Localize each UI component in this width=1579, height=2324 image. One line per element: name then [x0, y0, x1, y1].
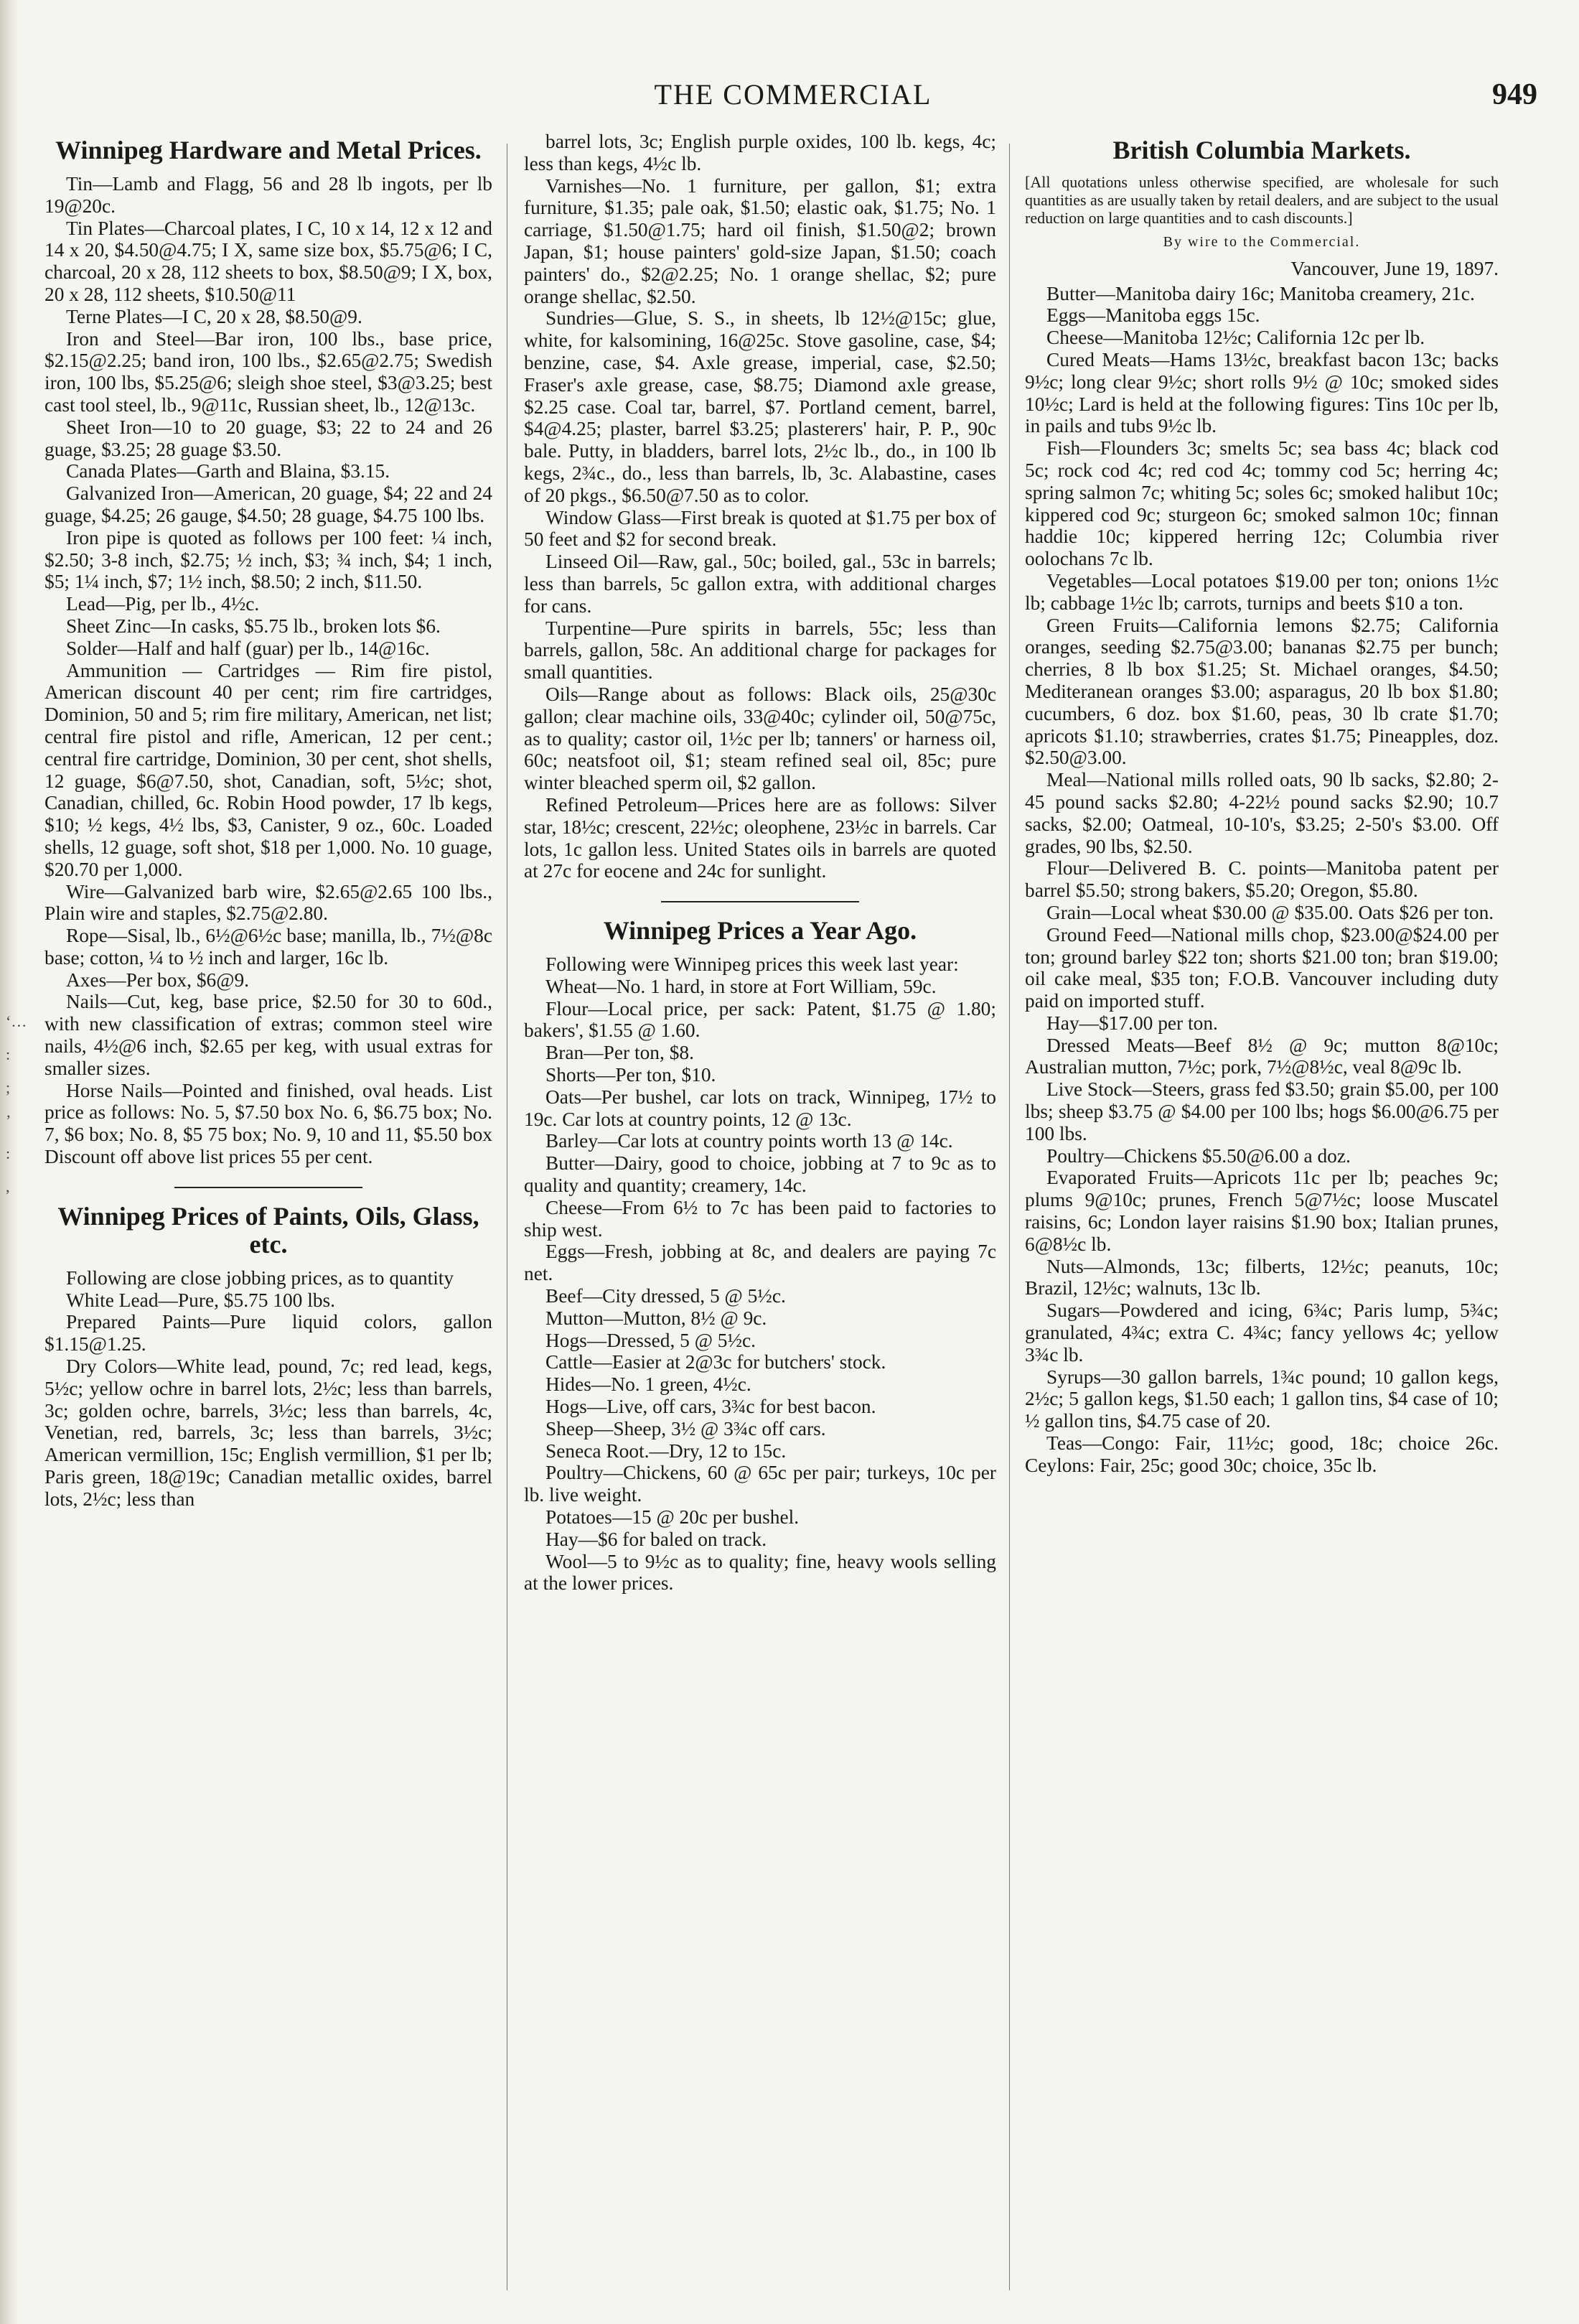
price-paragraph: Terne Plates—I C, 20 x 28, $8.50@9.: [66, 305, 362, 327]
price-paragraph: Sheet Zinc—In casks, $5.75 lb., broken lots $6.: [66, 615, 441, 637]
binding-margin-fragments: ‘… : ; ’ : ,: [6, 1012, 27, 1195]
price-paragraph: Sundries—Glue, S. S., in sheets, lb 12½@15c; glue, white, for kalsomining, 16@25c. Stove gasoline, case, $4; benzine, case, $4. Axle grease, imperial, case, $2.50; Fraser's axle grease, case, $8.75; Diamond axle grease, $2.25 case. Coal tar, barrel, $7. Portland cement, barrel, $4@4.25; plaster, barrel $3.25; plasterers' hair, P. P., 90c bale. Putty, in bladders, barrel lots, 2½c lb., do., in 100 lb kegs, 2¾c., do., less than barrels, lb, 3c. Alabastine, cases of 20 pkgs., $6.50@7.50 as to color.: [524, 307, 996, 506]
section-title-british-columbia: British Columbia Markets.: [1112, 136, 1411, 164]
price-paragraph: Butter—Manitoba dairy 16c; Manitoba creamery, 21c.: [1046, 282, 1475, 304]
page-number: 949: [1492, 78, 1537, 111]
price-paragraph: Oats—Per bushel, car lots on track, Winnipeg, 17½ to 19c. Car lots at country points, 12 @ 13c.: [524, 1086, 996, 1130]
price-paragraph: Flour—Local price, per sack: Patent, $1.75 @ 1.80; bakers', $1.55 @ 1.60.: [524, 997, 996, 1042]
section-separator: [661, 901, 859, 902]
paint-prices: [44, 1267, 492, 1511]
price-paragraph: Hay—$6 for baled on track.: [545, 1528, 767, 1550]
hardware-prices: [44, 173, 492, 1168]
price-paragraph: Turpentine—Pure spirits in barrels, 55c; less than barrels, gallon, 58c. An additional charge for packages for small quantities.: [524, 617, 996, 683]
price-paragraph: Hides—No. 1 green, 4½c.: [545, 1373, 751, 1396]
dateline: Vancouver, June 19, 1897.: [1290, 257, 1499, 279]
paint-prices-continued: [524, 131, 996, 882]
price-paragraph: Prepared Paints—Pure liquid colors, gallon $1.15@1.25.: [44, 1311, 492, 1355]
column-3: [1025, 131, 1499, 1477]
price-paragraph: Green Fruits—California lemons $2.75; California oranges, seeding $2.75@3.00; bananas $2.75 per bunch; cherries, 8 lb box $1.25; St. Michael oranges, $4.50; Mediteranean oranges $3.00; asparagus, 20 lb box $1.80; cucumbers, 6 doz. box $1.60, peas, 30 lb crate $1.70; apricots $1.10; strawberries, crates $1.75; Pineapples, doz. $2.50@3.00.: [1025, 614, 1499, 769]
price-paragraph: Linseed Oil—Raw, gal., 50c; boiled, gal., 53c in barrels; less than barrels, 5c gallon extra, with additional charges for cans.: [524, 551, 996, 617]
price-paragraph: Iron and Steel—Bar iron, 100 lbs., base price, $2.15@2.25; band iron, 100 lbs., $2.65@2.75; Swedish iron, 100 lbs, $5.25@6; sleigh shoe steel, $3@3.25; best cast tool steel, lb., 9@11c, Russian sheet, lb., 12@13c.: [44, 327, 492, 416]
year-ago-prices: [524, 953, 996, 1595]
price-paragraph: Butter—Dairy, good to choice, jobbing at 7 to 9c as to quality and quantity; creamery, 14c.: [524, 1152, 996, 1197]
price-paragraph: Sugars—Powdered and icing, 6¾c; Paris lump, 5¾c; granulated, 4¾c; extra C. 4¾c; fancy yellows 4c; yellow 3¾c lb.: [1025, 1299, 1499, 1366]
section-title-paints: Winnipeg Prices of Paints, Oils, Glass, etc.: [57, 1201, 479, 1259]
price-paragraph: Following are close jobbing prices, as to quantity: [66, 1266, 454, 1289]
price-paragraph: Fish—Flounders 3c; smelts 5c; sea bass 4c; black cod 5c; rock cod 4c; red cod 4c; tommy cod 5c; herring 4c; spring salmon 7c; whiting 5c; soles 6c; smoked halibut 10c; kippered cod 9c; sturgeon 6c; smoked salmon 10c; finnan haddie 10c; kippered herring 12c; Columbia river oolochans 7c lb.: [1025, 437, 1499, 570]
price-paragraph: Meal—National mills rolled oats, 90 lb sacks, $2.80; 2-45 pound sacks $2.80; 4-22½ pound sacks $2.90; 10.7 sacks, $2.00; Oatmeal, 10-10's, $3.25; 2-50's $3.00. Off grades, 90 lbs, $2.50.: [1025, 769, 1499, 857]
price-paragraph: Beef—City dressed, 5 @ 5½c.: [545, 1285, 786, 1307]
column-2: [524, 131, 996, 1595]
quotation-note: [All quotations unless otherwise specified, are wholesale for such quantities as are usually taken by retail dealers, and are subject to the usual reduction on large quantities and to cash discounts.]: [1025, 173, 1499, 227]
section-separator: [174, 1187, 362, 1188]
price-paragraph: Tin—Lamb and Flagg, 56 and 28 lb ingots, per lb 19@20c.: [44, 173, 492, 217]
price-paragraph: Nails—Cut, keg, base price, $2.50 for 30 to 60d., with new classification of extras; common steel wire nails, 4½@6 inch, $2.65 per keg, with usual extras for smaller sizes.: [44, 991, 492, 1079]
price-paragraph: Wool—5 to 9½c as to quality; fine, heavy wools selling at the lower prices.: [524, 1550, 996, 1595]
column-rule: [1009, 144, 1010, 2290]
price-paragraph: Wire—Galvanized barb wire, $2.65@2.65 100 lbs., Plain wire and staples, $2.75@2.80.: [44, 880, 492, 925]
price-paragraph: Potatoes—15 @ 20c per bushel.: [545, 1506, 800, 1529]
price-paragraph: Live Stock—Steers, grass fed $3.50; grain $5.00, per 100 lbs; sheep $3.75 @ $4.00 per 100 lbs; hogs $6.00@6.75 per 100 lbs.: [1025, 1078, 1499, 1144]
price-paragraph: Following were Winnipeg prices this week last year:: [545, 953, 959, 976]
price-paragraph: Seneca Root.—Dry, 12 to 15c.: [545, 1439, 787, 1462]
section-title-hardware: Winnipeg Hardware and Metal Prices.: [55, 136, 482, 164]
price-paragraph: Galvanized Iron—American, 20 guage, $4; 22 and 24 guage, $4.25; 26 gauge, $4.50; 28 guage, $4.75 100 lbs.: [44, 482, 492, 526]
price-paragraph: Iron pipe is quoted as follows per 100 feet: ¼ inch, $2.50; 3-8 inch, $2.75; ½ inch, $3; ¾ inch, $4; 1 inch, $5; 1¼ inch, $7; 1½ inch, $8.50; 2 inch, $11.50.: [44, 526, 492, 593]
price-paragraph: White Lead—Pure, $5.75 100 lbs.: [66, 1289, 336, 1311]
price-paragraph: Cheese—From 6½ to 7c has been paid to factories to ship west.: [524, 1196, 996, 1241]
price-paragraph: Poultry—Chickens $5.50@6.00 a doz.: [1046, 1144, 1351, 1167]
price-paragraph: Dry Colors—White lead, pound, 7c; red lead, kegs, 5½c; yellow ochre in barrel lots, 2½c; less than barrels, 3c; golden ochre, barrels, 3½c; less than barrels, 4c, Venetian, red, barrels, 3c; less than barrels, 3½c; American vermillion, 15c; English vermillion, $1 per lb; Paris green, 18@19c; Canadian metallic oxides, barrel lots, 2½c; less than: [44, 1355, 492, 1510]
price-paragraph: Horse Nails—Pointed and finished, oval heads. List price as follows: No. 5, $7.50 box No. 6, $6.75 box; No. 7, $6 box; No. 8, $5 75 box; No. 9, 10 and 11, $5.50 box Discount off above list prices 55 per cent.: [44, 1079, 492, 1168]
price-paragraph: Bran—Per ton, $8.: [545, 1042, 694, 1064]
price-paragraph: Mutton—Mutton, 8½ @ 9c.: [545, 1307, 767, 1329]
price-paragraph: Wheat—No. 1 hard, in store at Fort William, 59c.: [545, 975, 937, 997]
price-paragraph: Eggs—Manitoba eggs 15c.: [1046, 304, 1260, 327]
price-paragraph: Hogs—Live, off cars, 3¾c for best bacon.: [545, 1396, 876, 1418]
price-paragraph: Teas—Congo: Fair, 11½c; good, 18c; choice 26c. Ceylons: Fair, 25c; good 30c; choice, 35c lb.: [1025, 1432, 1499, 1476]
price-paragraph: Barley—Car lots at country points worth 13 @ 14c.: [545, 1130, 953, 1152]
price-paragraph: Shorts—Per ton, $10.: [545, 1064, 716, 1086]
price-paragraph: Oils—Range about as follows: Black oils, 25@30c gallon; clear machine oils, 33@40c; cylinder oil, 50@75c, as to quality; castor oil, 1½c per lb; tanners' or harness oil, 60c; neatsfoot oil, $1; steam refined seal oil, 85c; pure winter bleached sperm oil, $2 gallon.: [524, 683, 996, 794]
price-paragraph: Rope—Sisal, lb., 6½@6½c base; manilla, lb., 7½@8c base; cotton, ¼ to ½ inch and larger, 16c lb.: [44, 925, 492, 969]
price-paragraph: Evaporated Fruits—Apricots 11c per lb; peaches 9c; plums 9@10c; prunes, French 5@7½c; loose Muscatel raisins, 6c; London layer raisins $1.90 box; Italian prunes, 6@8½c lb.: [1025, 1167, 1499, 1255]
price-paragraph: Varnishes—No. 1 furniture, per gallon, $1; extra furniture, $1.35; pale oak, $1.50; elastic oak, $1.75; No. 1 carriage, $1.50@1.75; hard oil finish, $1.50@2; brown Japan, $1; house painters' gold-size Japan, $1.50; coach painters' do., $2@2.25; No. 1 orange shellac, $2; pure orange shellac, $2.50.: [524, 174, 996, 307]
price-paragraph: Hay—$17.00 per ton.: [1046, 1012, 1218, 1034]
price-paragraph: Canada Plates—Garth and Blaina, $3.15.: [66, 460, 390, 482]
price-paragraph: Cheese—Manitoba 12½c; California 12c per lb.: [1046, 327, 1425, 349]
price-paragraph: Vegetables—Local potatoes $19.00 per ton; onions 1½c lb; cabbage 1½c lb; carrots, turnips and beets $10 a ton.: [1025, 569, 1499, 614]
price-paragraph: Grain—Local wheat $30.00 @ $35.00. Oats $26 per ton.: [1046, 901, 1494, 923]
price-paragraph: Hogs—Dressed, 5 @ 5½c.: [545, 1329, 756, 1351]
price-paragraph: Refined Petroleum—Prices here are as follows: Silver star, 18½c; crescent, 22½c; oleophene, 23½c in barrels. Car lots, 1c gallon less. United States oils in barrels are quoted at 27c for eocene and 24c for sunlight.: [524, 793, 996, 882]
price-paragraph: Syrups—30 gallon barrels, 1¾c pound; 10 gallon kegs, 2½c; 5 gallon kegs, $1.50 each; 1 gallon tins, $4 case of 10; ½ gallon tins, $4.75 case of 20.: [1025, 1366, 1499, 1432]
price-paragraph: Cattle—Easier at 2@3c for butchers' stock.: [545, 1351, 886, 1373]
running-title: THE COMMERCIAL: [654, 78, 932, 111]
page-header: [43, 78, 1543, 121]
section-title-year-ago: Winnipeg Prices a Year Ago.: [603, 916, 917, 946]
price-paragraph: Sheet Iron—10 to 20 guage, $3; 22 to 24 and 26 guage, $3.25; 28 guage $3.50.: [44, 416, 492, 460]
price-paragraph: Flour—Delivered B. C. points—Manitoba patent per barrel $5.50; strong bakers, $5.20; Oregon, $5.80.: [1025, 857, 1499, 902]
price-paragraph: Axes—Per box, $6@9.: [66, 969, 249, 991]
price-paragraph: Poultry—Chickens, 60 @ 65c per pair; turkeys, 10c per lb. live weight.: [524, 1462, 996, 1506]
price-paragraph: Solder—Half and half (guar) per lb., 14@16c.: [66, 637, 430, 659]
price-paragraph: Ammunition — Cartridges — Rim fire pistol, American discount 40 per cent; rim fire cartridges, Dominion, 50 and 5; rim fire military, American, net list; central fire pistol and rifle, American, 12 per cent.; central fire cartridge, Dominion, 30 per cent, shot shells, 12 guage, $6@7.50, shot, Canadian, soft, 5½c; shot, Canadian, chilled, 6c. Robin Hood powder, 17 lb kegs, $10; ½ kegs, 4½ lbs, $3, Canister, 9 oz., 60c. Loaded shells, 12 guage, soft shot, $18 per 1,000. No. 10 guage, $20.70 per 1,000.: [44, 659, 492, 880]
price-paragraph: Eggs—Fresh, jobbing at 8c, and dealers are paying 7c net.: [524, 1241, 996, 1285]
price-paragraph: Window Glass—First break is quoted at $1.75 per box of 50 feet and $2 for second break.: [524, 506, 996, 551]
price-paragraph: Dressed Meats—Beef 8½ @ 9c; mutton 8@10c; Australian mutton, 7½c; pork, 7½@8½c, veal 8@9c lb.: [1025, 1034, 1499, 1078]
price-paragraph: Lead—Pig, per lb., 4½c.: [66, 593, 260, 615]
price-paragraph: Tin Plates—Charcoal plates, I C, 10 x 14, 12 x 12 and 14 x 20, $4.50@4.75; I X, same size box, $5.75@6; I C, charcoal, 20 x 28, 112 sheets to box, $8.50@9; I X, box, 20 x 28, 112 sheets, $10.50@11: [44, 217, 492, 305]
price-paragraph: Ground Feed—National mills chop, $23.00@$24.00 per ton; ground barley $22 ton; shorts $21.00 ton; bran $19.00; oil cake meal, $35 ton; F.O.B. Vancouver including duty paid on imported stuff.: [1025, 923, 1499, 1012]
price-paragraph: Nuts—Almonds, 13c; filberts, 12½c; peanuts, 10c; Brazil, 12½c; walnuts, 13c lb.: [1025, 1255, 1499, 1299]
british-columbia-prices: [1025, 283, 1499, 1477]
price-paragraph: barrel lots, 3c; English purple oxides, 100 lb. kegs, 4c; less than kegs, 4½c lb.: [524, 131, 996, 174]
byline: By wire to the Commercial.: [1163, 234, 1361, 250]
column-1: [44, 131, 492, 1511]
price-paragraph: Cured Meats—Hams 13½c, breakfast bacon 13c; backs 9½c; long clear 9½c; short rolls 9½ @ 10c; smoked sides 10½c; Lard is held at the following figures: Tins 10c per lb, in pails and tubs 9½c lb.: [1025, 348, 1499, 437]
price-paragraph: Sheep—Sheep, 3½ @ 3¾c off cars.: [545, 1417, 826, 1439]
